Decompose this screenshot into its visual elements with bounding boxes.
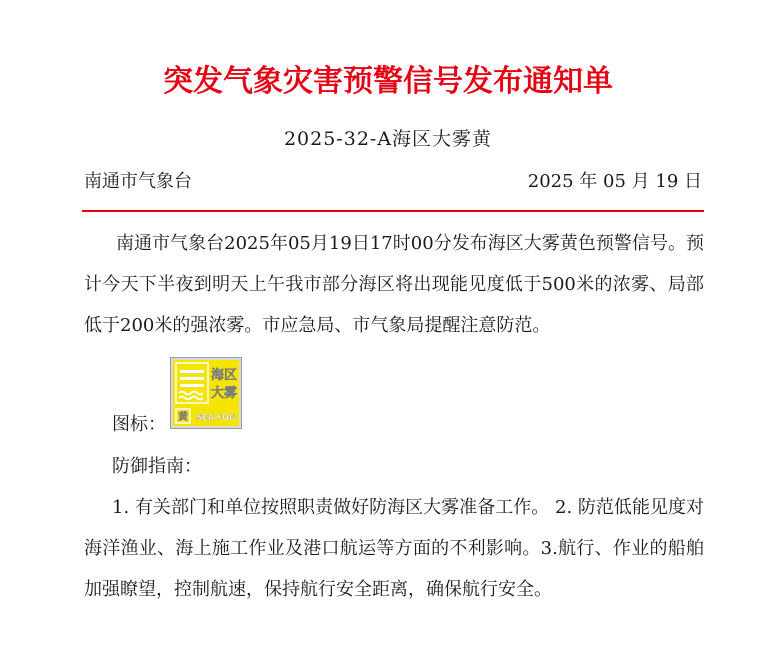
sea-fog-yellow-warning-icon	[170, 357, 242, 429]
icon-text-en: SEA FOG	[196, 413, 236, 422]
icon-label: 图标：	[112, 414, 166, 435]
issuer-row	[84, 167, 702, 193]
icon-row	[112, 357, 412, 437]
document-title: 突发气象灾害预警信号发布通知单	[163, 64, 613, 99]
warning-body-text: 南通市气象台2025年05月19日17时00分发布海区大雾黄色预警信号。预计今天下半夜到明天上午我市部分海区将出现能见度低于500米的浓雾、局部低于200米的强浓雾。市应急局、市气象局提醒注意防范。	[84, 233, 704, 336]
icon-text-top: 海区	[210, 368, 238, 383]
icon-text-bottom: 大雾	[210, 386, 238, 401]
document-number: 2025-32-A海区大雾黄	[283, 128, 493, 150]
guide-heading: 防御指南：	[112, 456, 202, 477]
issue-date: 2025 年 05 月 19 日	[527, 171, 702, 192]
guide-text: 1. 有关部门和单位按照职责做好防海区大雾准备工作。 2. 防范低能见度对海洋渔业、海上施工作业及港口航运等方面的不利影响。3.航行、作业的船舶加强瞭望，控制航速，保持航行安全距离，确保航行安全。	[84, 497, 704, 600]
red-divider	[82, 210, 704, 212]
icon-text-level: 黄	[178, 412, 188, 423]
issuer-name: 南通市气象台	[84, 171, 192, 192]
